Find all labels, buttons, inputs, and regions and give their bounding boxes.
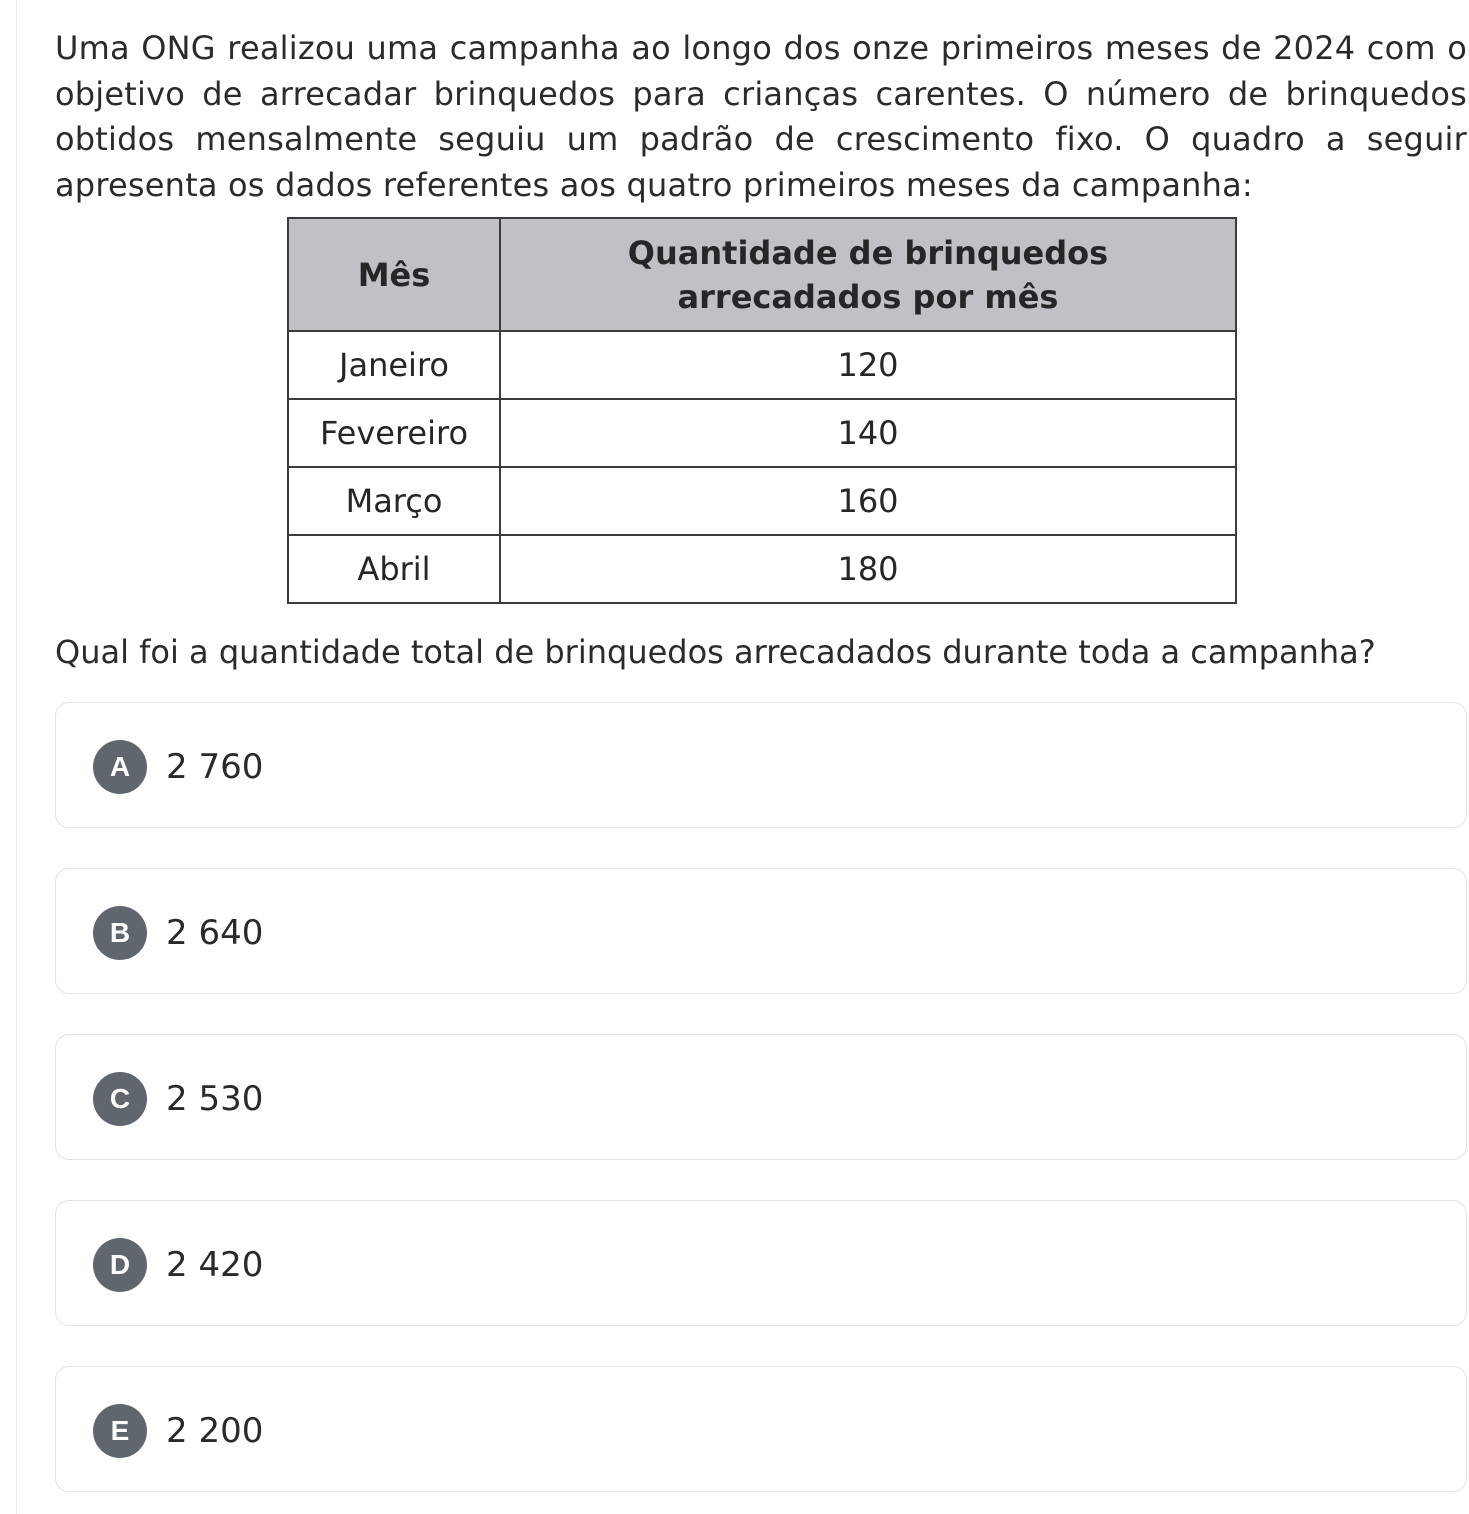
table-row [288, 535, 1236, 603]
question-text: Uma ONG realizou uma campanha ao longo dos onze primeiros meses de 2024 com o objetivo de arrecadar brinquedos para crianças carentes. O número de brinquedos obtidos mensalmente seguiu um padrão de crescimento fixo. O quadro a seguir apresenta os dados referentes aos quatro primeiros meses da campanha: [55, 29, 1467, 204]
left-divider [16, 0, 17, 1514]
header-quantity [500, 218, 1236, 331]
cell-quantity: 140 [500, 399, 1236, 467]
table-row [288, 467, 1236, 535]
cell-quantity: 180 [500, 535, 1236, 603]
option-letter-badge: C [93, 1072, 147, 1126]
cell-month: Fevereiro [288, 399, 500, 467]
option-text: 2 760 [166, 747, 264, 787]
data-table [287, 217, 1237, 604]
option-letter-badge: E [93, 1404, 147, 1458]
cell-quantity: 120 [500, 331, 1236, 399]
option-letter-badge: D [93, 1238, 147, 1292]
header-quantity-line2: arrecadados por mês [677, 277, 1059, 316]
option-text: 2 420 [166, 1245, 264, 1285]
header-quantity-line1: Quantidade de brinquedos [627, 233, 1109, 272]
option-a[interactable] [55, 702, 1467, 828]
table-row [288, 331, 1236, 399]
cell-month: Janeiro [288, 331, 500, 399]
table-header-row [288, 218, 1236, 331]
option-c[interactable] [55, 1034, 1467, 1160]
cell-quantity: 160 [500, 467, 1236, 535]
option-text: 2 640 [166, 913, 264, 953]
option-letter-badge: A [93, 740, 147, 794]
option-d[interactable] [55, 1200, 1467, 1326]
cell-month: Abril [288, 535, 500, 603]
table-row [288, 399, 1236, 467]
header-month: Mês [288, 218, 500, 331]
option-text: 2 200 [166, 1411, 264, 1451]
option-b[interactable] [55, 868, 1467, 994]
cell-month: Março [288, 467, 500, 535]
option-text: 2 530 [166, 1079, 264, 1119]
option-e[interactable] [55, 1366, 1467, 1492]
option-letter-badge: B [93, 906, 147, 960]
question-prompt: Qual foi a quantidade total de brinquedos arrecadados durante toda a campanha? [55, 633, 1376, 671]
